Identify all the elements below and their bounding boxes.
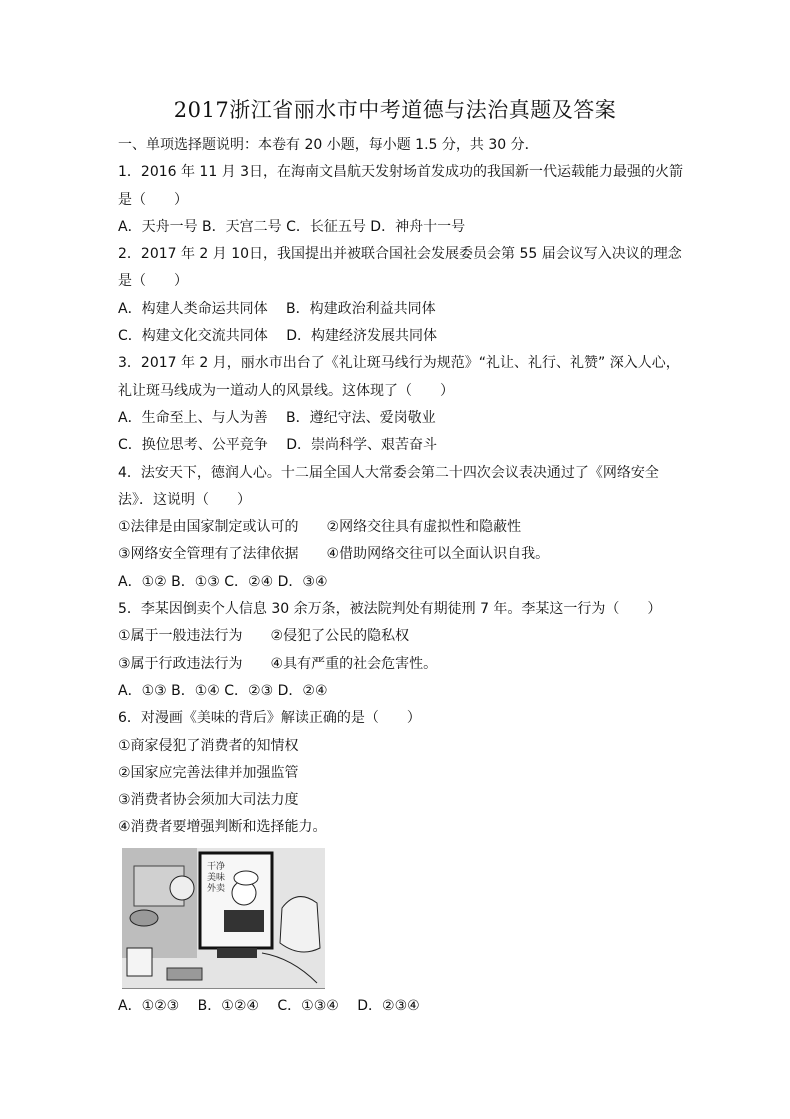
question-4-text-cont: 法》．这说明（ ） xyxy=(118,491,251,508)
question-4-statements-12: ①法律是由国家制定或认可的 ②网络交往具有虚拟性和隐蔽性 xyxy=(118,519,522,536)
question-3-options-cd: C．换位思考、公平竞争 D．崇尚科学、艰苦奋斗 xyxy=(118,437,438,454)
question-6-statement-4: ④消费者要增强判断和选择能力。 xyxy=(118,819,327,836)
question-1-text: 1．2016 年 11 月 3日，在海南文昌航天发射场首发成功的我国新一代运载能力最强的火箭 xyxy=(118,164,684,181)
question-1-options: A．天舟一号 B．天宫二号 C．长征五号 D．神舟十一号 xyxy=(118,218,466,235)
question-5-text: 5．李某因倒卖个人信息 30 余万条，被法院判处有期徒刑 7 年。李某这一行为（ ） xyxy=(118,601,662,618)
question-2-options-ab: A．构建人类命运共同体 B．构建政治利益共同体 xyxy=(118,300,436,317)
question-5-statements-34: ③属于行政违法行为 ④具有严重的社会危害性。 xyxy=(118,655,438,672)
question-2-text-cont: 是（ ） xyxy=(118,273,188,290)
question-3-text: 3．2017 年 2 月，丽水市出台了《礼让斑马线行为规范》“礼让、礼行、礼赞” 深入人心， xyxy=(118,355,680,372)
question-6-text: 6．对漫画《美味的背后》解读正确的是（ ） xyxy=(118,710,421,727)
document-body xyxy=(118,132,684,1020)
question-4-statements-34: ③网络安全管理有了法律依据 ④借助网络交往可以全面认识自我。 xyxy=(118,546,550,563)
question-4-options: A．①② B．①③ C．②④ D．③④ xyxy=(118,573,328,590)
question-1-text-cont: 是（ ） xyxy=(118,191,188,208)
question-2-options-cd: C．构建文化交流共同体 D．构建经济发展共同体 xyxy=(118,328,438,345)
question-5-options: A．①③ B．①④ C．②③ D．②④ xyxy=(118,682,328,699)
question-6-options: A．①②③ B．①②④ C．①③④ D．②③④ xyxy=(118,997,420,1014)
question-6-statement-3: ③消费者协会须加大司法力度 xyxy=(118,792,299,809)
cartoon-sign-text: 干净美味外卖 xyxy=(207,861,226,894)
question-3-options-ab: A．生命至上、与人为善 B．遵纪守法、爱岗敬业 xyxy=(118,409,436,426)
question-6-statement-1: ①商家侵犯了消费者的知情权 xyxy=(118,737,299,754)
question-6-statement-2: ②国家应完善法律并加强监管 xyxy=(118,764,299,781)
cartoon-image xyxy=(122,848,325,989)
question-5-statements-12: ①属于一般违法行为 ②侵犯了公民的隐私权 xyxy=(118,628,410,645)
question-2-text: 2．2017 年 2 月 10日，我国提出并被联合国社会发展委员会第 55 届会议写入决议的理念 xyxy=(118,246,682,263)
section-heading: 一、单项选择题说明：本卷有 20 小题，每小题 1.5 分，共 30 分． xyxy=(118,137,539,153)
question-4-text: 4．法安天下，德润人心。十二届全国人大常委会第二十四次会议表决通过了《网络安全 xyxy=(118,464,659,481)
document-title: 2017浙江省丽水市中考道德与法治真题及答案 xyxy=(173,98,617,122)
question-3-text-cont: 礼让斑马线成为一道动人的风景线。这体现了（ ） xyxy=(118,382,454,399)
